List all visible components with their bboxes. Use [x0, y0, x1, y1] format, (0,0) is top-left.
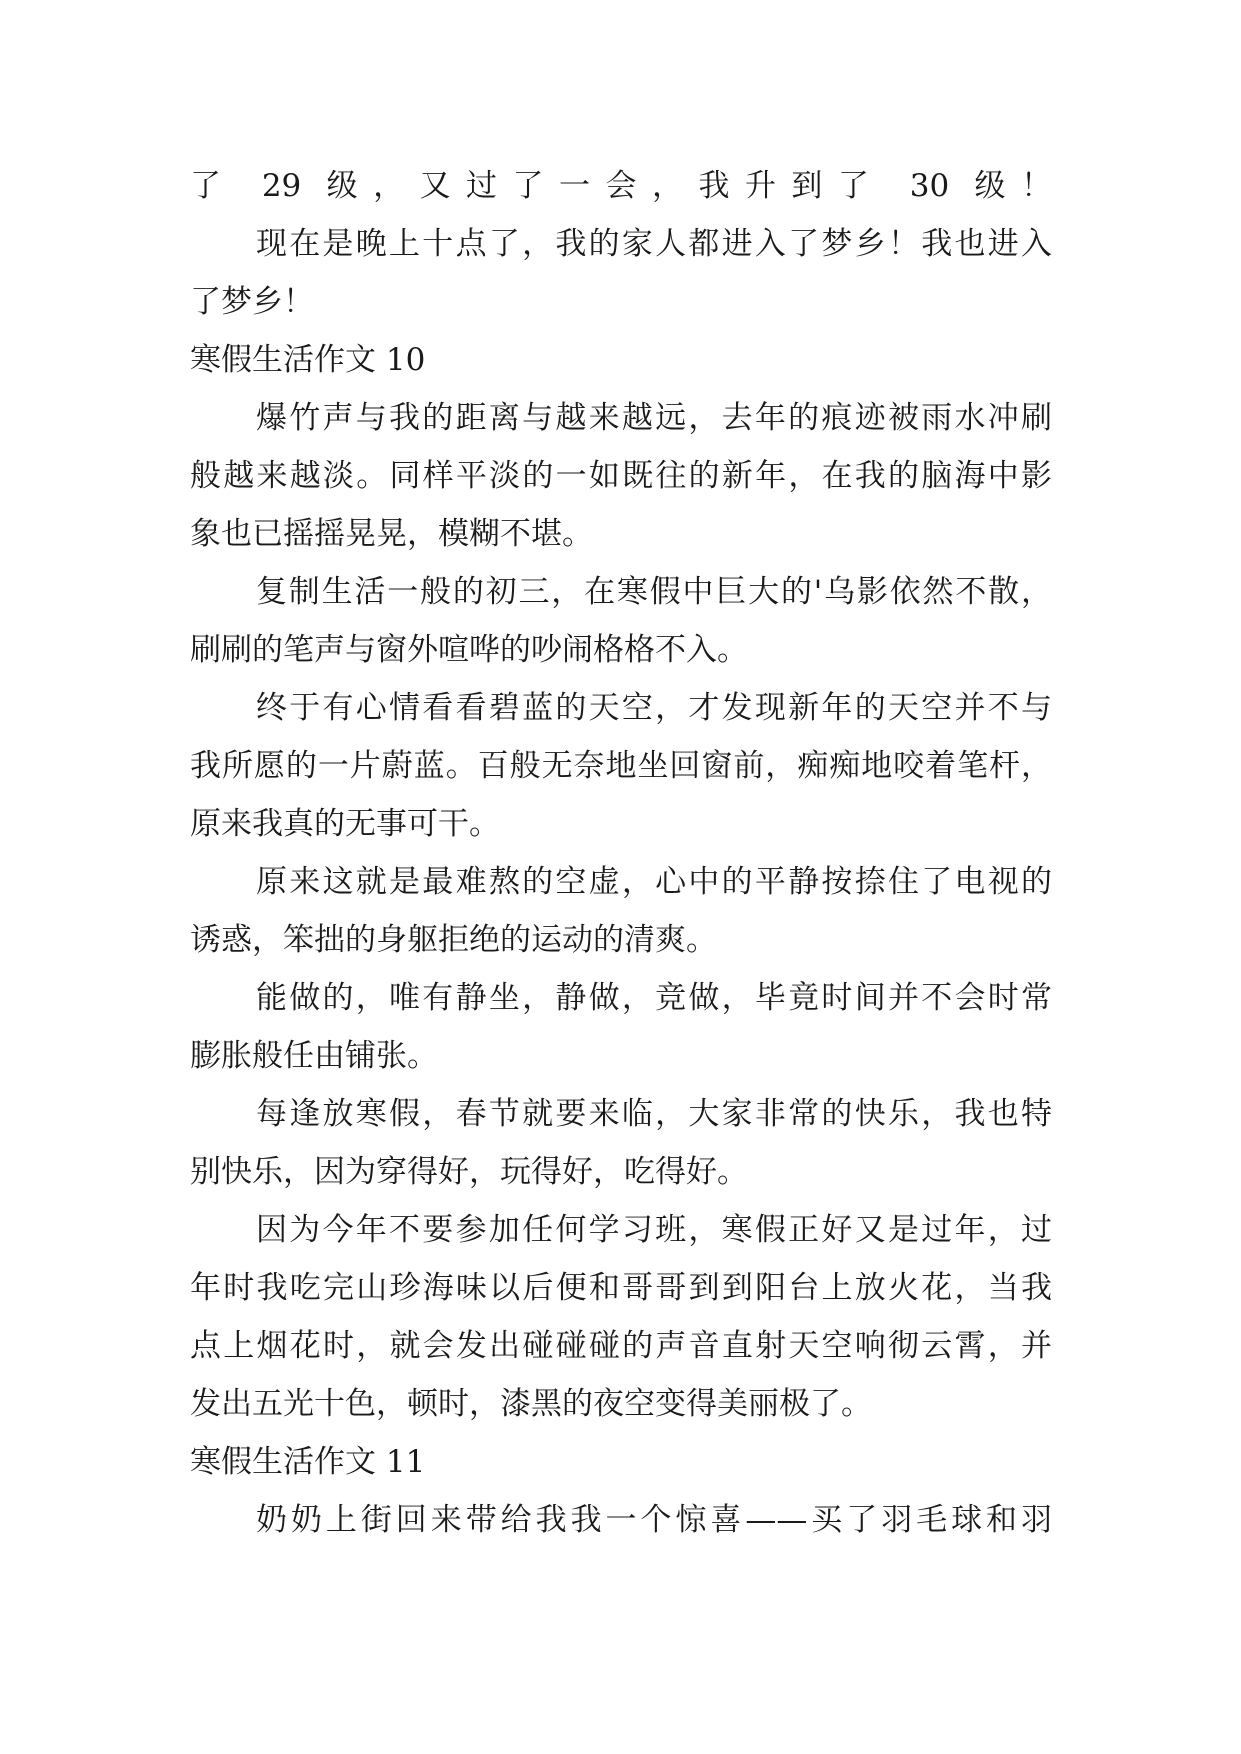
text-line: 别快乐，因为穿得好，玩得好，吃得好。	[190, 1154, 748, 1190]
text-line: 我所愿的一片蔚蓝。百般无奈地坐回窗前，痴痴地咬着笔杆，	[190, 748, 1052, 784]
section-heading	[190, 331, 1052, 389]
text-line: 能做的，唯有静坐，静做，竞做，毕竟时间并不会时常	[256, 980, 1052, 1016]
text-line: 点上烟花时，就会发出碰碰碰的声音直射天空响彻云霄，并	[190, 1328, 1052, 1364]
text-line: 因为今年不要参加任何学习班，寒假正好又是过年，过	[256, 1212, 1052, 1248]
text-line: 复制生活一般的初三，在寒假中巨大的'乌影依然不散，	[256, 574, 1052, 610]
text-line: 了 29 级，又过了一会，我升到了 30 级！	[190, 168, 1052, 204]
paragraph	[190, 563, 1052, 679]
paragraph	[190, 969, 1052, 1085]
text-line: 原来我真的无事可干。	[190, 806, 500, 842]
paragraph	[190, 1201, 1052, 1433]
document-page	[190, 157, 1052, 1549]
text-line: 年时我吃完山珍海味以后便和哥哥到到阳台上放火花，当我	[190, 1270, 1052, 1306]
text-line: 了梦乡！	[190, 284, 314, 320]
text-line: 般越来越淡。同样平淡的一如既往的新年，在我的脑海中影	[190, 458, 1052, 494]
heading-text: 寒假生活作文 10	[190, 342, 426, 378]
text-line: 诱惑，笨拙的身躯拒绝的运动的清爽。	[190, 922, 717, 958]
text-line: 发出五光十色，顿时，漆黑的夜空变得美丽极了。	[190, 1386, 872, 1422]
text-line: 爆竹声与我的距离与越来越远，去年的痕迹被雨水冲刷	[256, 400, 1052, 436]
text-line: 终于有心情看看碧蓝的天空，才发现新年的天空并不与	[256, 690, 1052, 726]
heading-text: 寒假生活作文 11	[190, 1444, 426, 1480]
paragraph	[190, 389, 1052, 563]
paragraph	[190, 157, 1052, 215]
section-heading	[190, 1433, 1052, 1491]
text-line: 现在是晚上十点了，我的家人都进入了梦乡！我也进入	[256, 226, 1052, 262]
paragraph	[190, 215, 1052, 331]
paragraph	[190, 679, 1052, 853]
text-line: 每逢放寒假，春节就要来临，大家非常的快乐，我也特	[256, 1096, 1052, 1132]
text-line: 原来这就是最难熬的空虚，心中的平静按捺住了电视的	[256, 864, 1052, 900]
text-line: 刷刷的笔声与窗外喧哗的吵闹格格不入。	[190, 632, 748, 668]
text-line: 膨胀般任由铺张。	[190, 1038, 438, 1074]
paragraph	[190, 1491, 1052, 1549]
paragraph	[190, 853, 1052, 969]
text-line: 奶奶上街回来带给我我一个惊喜——买了羽毛球和羽	[256, 1502, 1052, 1538]
text-line: 象也已摇摇晃晃，模糊不堪。	[190, 516, 593, 552]
paragraph	[190, 1085, 1052, 1201]
